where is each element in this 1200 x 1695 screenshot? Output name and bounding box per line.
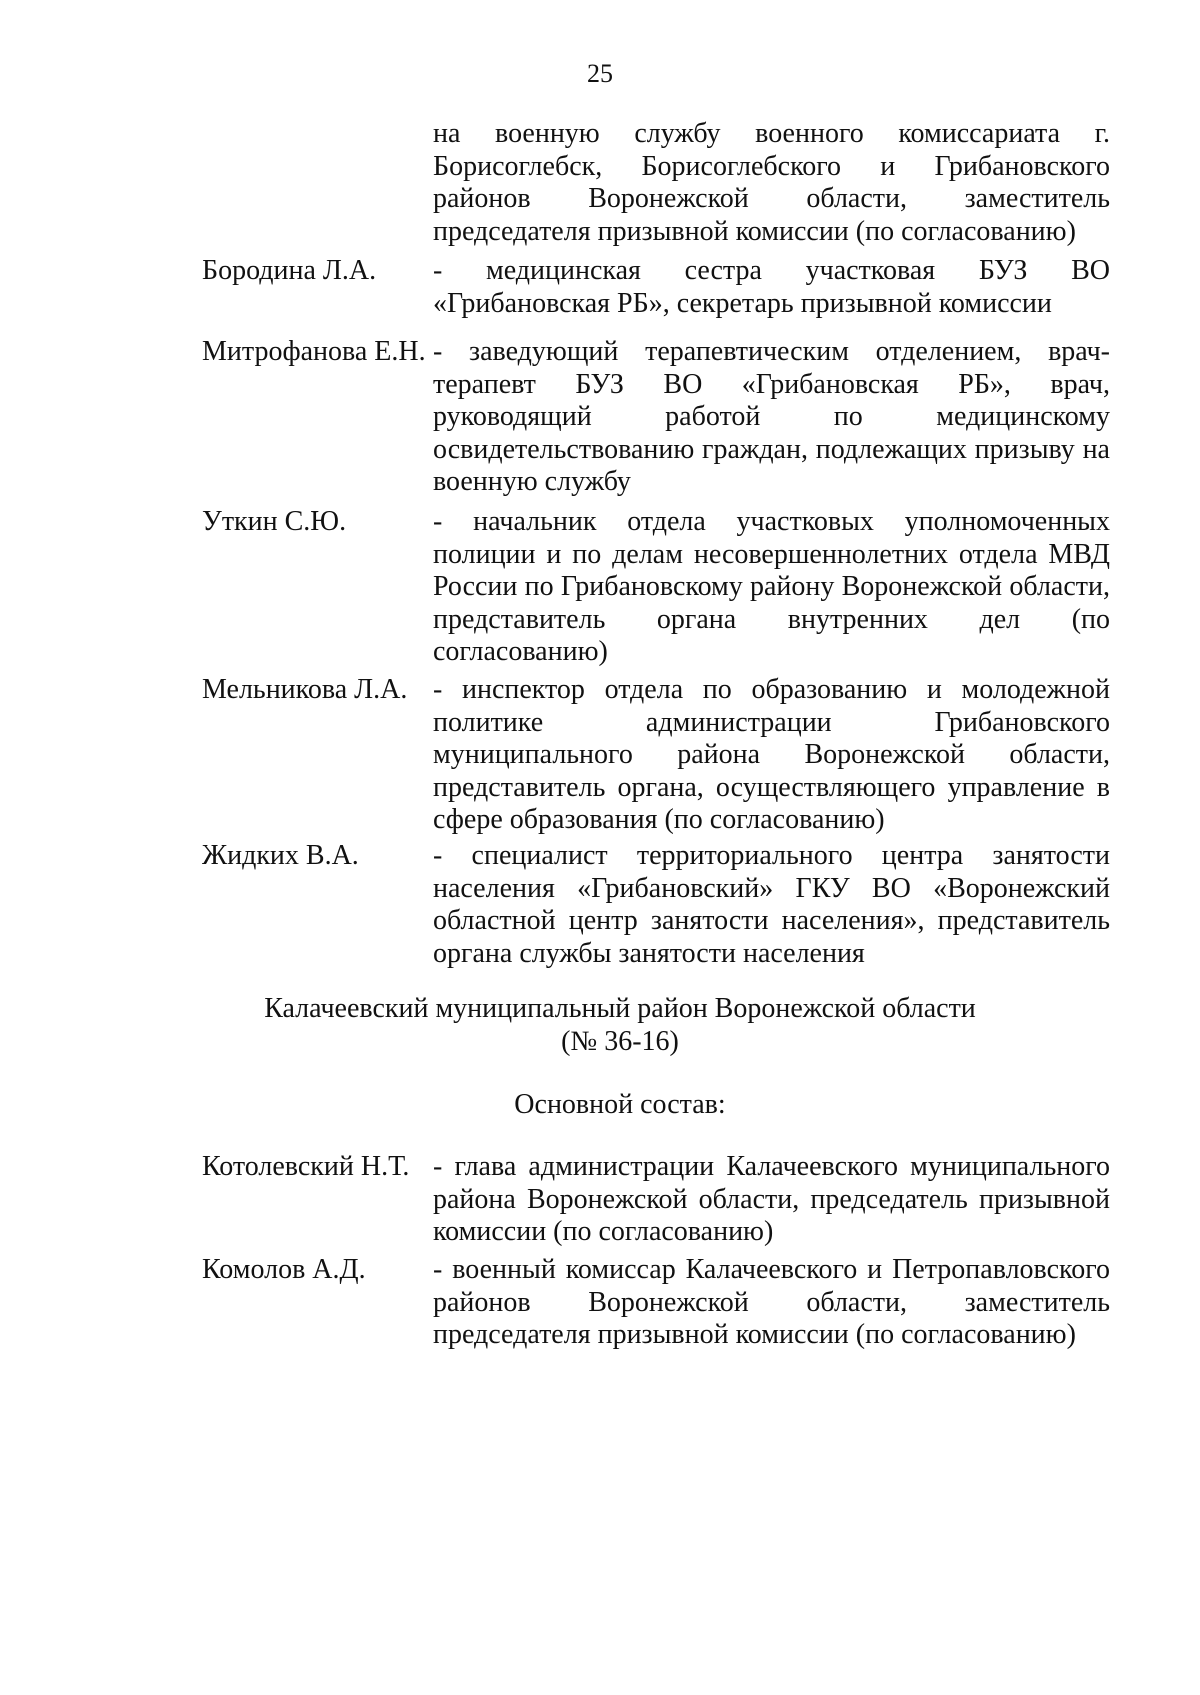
page-number: 25 [587,59,613,88]
member-name: Мельникова Л.А. [202,674,408,705]
member-name: Митрофанова Е.Н. [202,336,426,367]
member-description: - инспектор отдела по образованию и молодежной политике администрации Грибановского муниципального района Воронежской области, представитель органа, осуществляющего управление в сфере образования (по согласованию) [433,674,1110,835]
member-name: Котолевский Н.Т. [202,1151,410,1182]
member-description: - начальник отдела участковых уполномоченных полиции и по делам несовершеннолетних отдела МВД России по Грибановскому району Воронежской области, представитель органа внутренних дел (по согласованию) [433,506,1110,667]
section-heading [0,993,1200,1058]
section-title: Калачеевский муниципальный район Воронежской области [264,993,976,1024]
member-name: Бородина Л.А. [202,255,377,286]
section-subtitle: Основной состав: [514,1089,726,1120]
member-description: - специалист территориального центра занятости населения «Грибановский» ГКУ ВО «Воронежский областной центр занятости населения», представитель органа службы занятости населения [433,840,1110,969]
member-description: - медицинская сестра участковая БУЗ ВО «Грибановская РБ», секретарь призывной комиссии [433,255,1110,319]
member-name: Жидких В.А. [202,840,359,871]
member-description: - заведующий терапевтическим отделением, врач-терапевт БУЗ ВО «Грибановская РБ», врач, руководящий работой по медицинскому освидетельствованию граждан, подлежащих призыву на военную службу [433,336,1110,497]
member-name: Уткин С.Ю. [202,506,347,537]
continuation-text: на военную службу военного комиссариата г. Борисоглебск, Борисоглебского и Грибановского районов Воронежской области, заместитель председателя призывной комиссии (по согласованию) [433,118,1110,247]
section-number: (№ 36-16) [561,1025,679,1057]
member-description: - глава администрации Калачеевского муниципального района Воронежской области, председатель призывной комиссии (по согласованию) [433,1151,1110,1247]
member-description: - военный комиссар Калачеевского и Петропавловского районов Воронежской области, заместитель председателя призывной комиссии (по согласованию) [433,1254,1110,1350]
member-name: Комолов А.Д. [202,1254,366,1285]
